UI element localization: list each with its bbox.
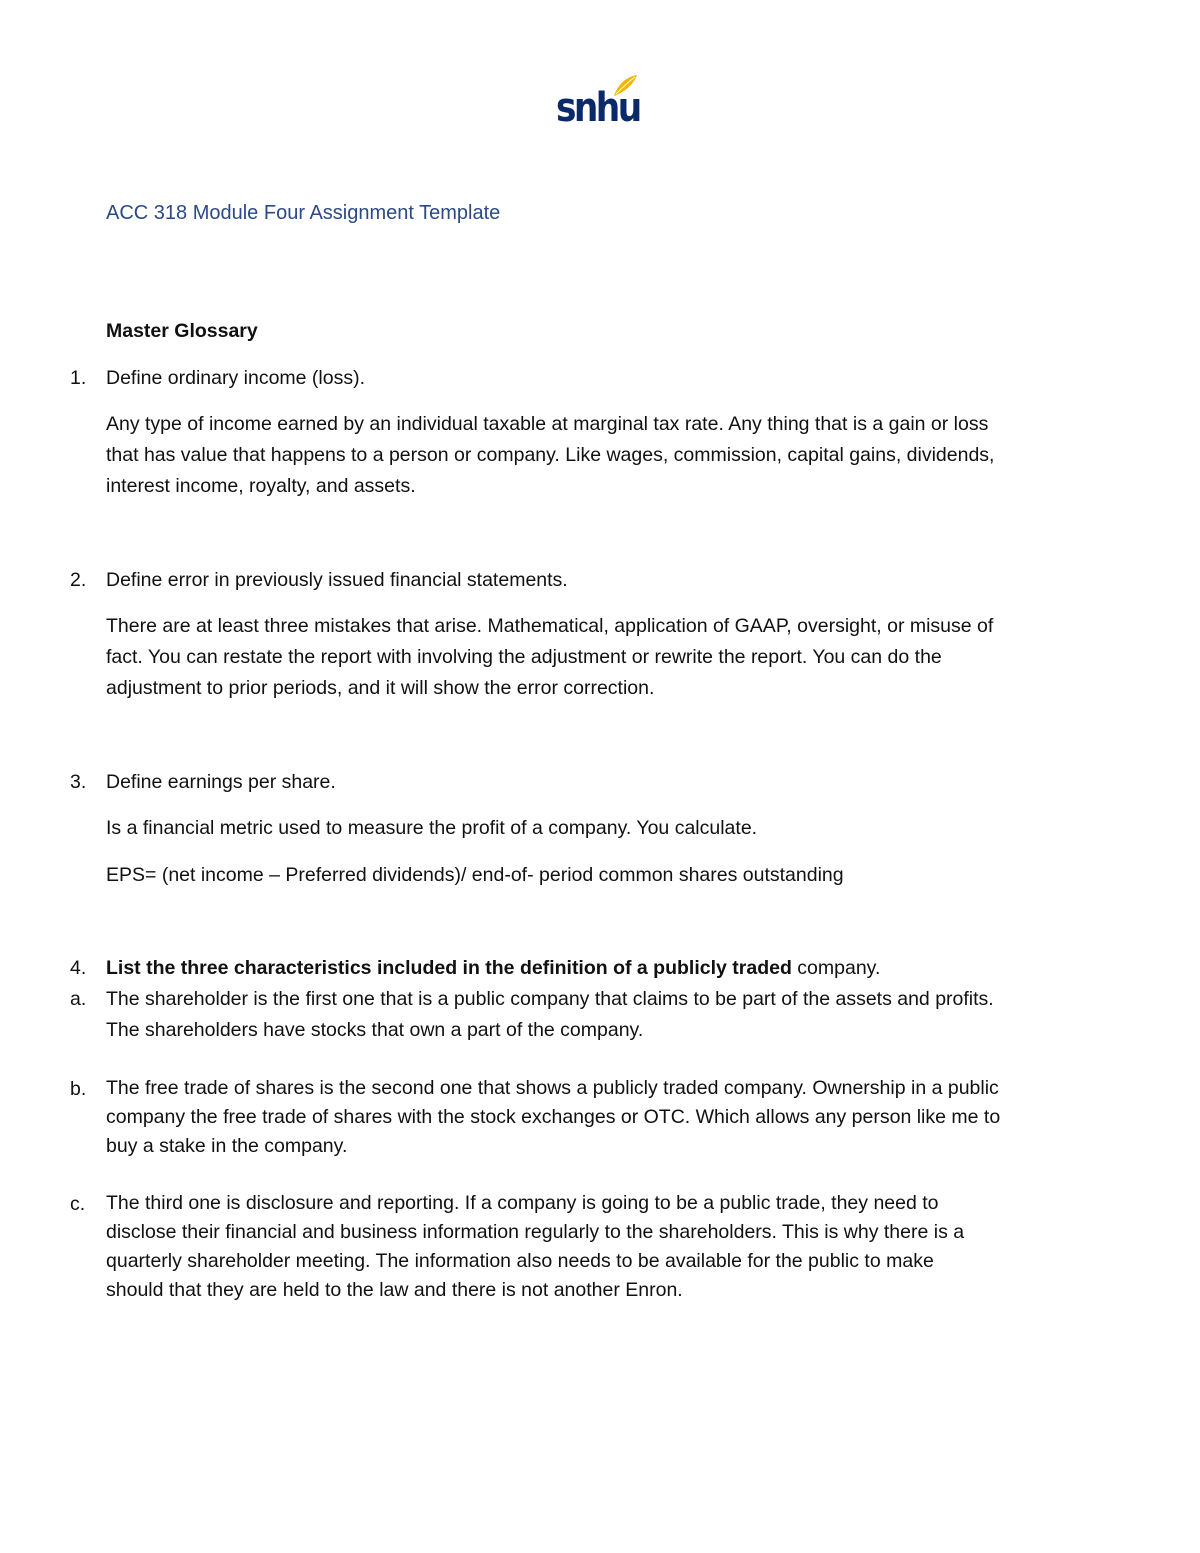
item-line: The third one is disclosure and reporting. If a company is going to be a public trade, they need to — [106, 1192, 939, 1214]
answer-line: interest income, royalty, and assets. — [106, 475, 416, 497]
question-2-number: 2. — [70, 569, 87, 591]
item-b-letter: b. — [70, 1078, 87, 1100]
snhu-logo — [556, 74, 640, 132]
logo-wordmark: snhu — [556, 85, 640, 131]
answer-line: that has value that happens to a person or company. Like wages, commission, capital gains, dividends, — [106, 444, 995, 466]
question-2-text: Define error in previously issued financial statements. — [106, 569, 568, 591]
question-1-number: 1. — [70, 367, 87, 389]
item-line: The shareholders have stocks that own a part of the company. — [106, 1019, 644, 1041]
answer-line: fact. You can restate the report with involving the adjustment or rewrite the report. You can do the — [106, 646, 942, 668]
eps-formula: EPS= (net income – Preferred dividends)/ end-of- period common shares outstanding — [106, 864, 844, 886]
question-1-answer — [106, 409, 1106, 502]
document-title: ACC 318 Module Four Assignment Template — [106, 202, 501, 224]
answer-line: There are at least three mistakes that arise. Mathematical, application of GAAP, oversight, or misuse of — [106, 615, 994, 637]
question-1-text: Define ordinary income (loss). — [106, 367, 366, 389]
question-4-text — [106, 953, 1106, 983]
item-line: disclose their financial and business information regularly to the shareholders. This is why there is a — [106, 1221, 965, 1243]
item-a-text — [106, 984, 1106, 1046]
question-4-number: 4. — [70, 957, 87, 979]
item-line: The free trade of shares is the second one that shows a publicly traded company. Ownership in a public — [106, 1077, 999, 1099]
item-line: The shareholder is the first one that is a public company that claims to be part of the assets and profits. — [106, 988, 994, 1010]
answer-line: adjustment to prior periods, and it will show the error correction. — [106, 677, 655, 699]
question-3-number: 3. — [70, 771, 87, 793]
question-2-answer — [106, 611, 1106, 704]
item-c-text — [106, 1189, 1106, 1305]
question-4-bold-text: List the three characteristics included in the definition of a publicly traded — [106, 957, 792, 979]
item-c-letter: c. — [70, 1193, 86, 1215]
question-4-rest-text: company. — [791, 957, 881, 979]
item-line: company the free trade of shares with the stock exchanges or OTC. Which allows any person like me to — [106, 1106, 1001, 1128]
item-line: quarterly shareholder meeting. The information also needs to be available for the public to make — [106, 1250, 934, 1272]
item-b-text — [106, 1074, 1106, 1161]
item-a-letter: a. — [70, 988, 87, 1010]
item-line: buy a stake in the company. — [106, 1135, 348, 1157]
question-3-text: Define earnings per share. — [106, 771, 336, 793]
question-3-answer-line-1: Is a financial metric used to measure the profit of a company. You calculate. — [106, 817, 758, 839]
section-heading: Master Glossary — [106, 320, 258, 342]
answer-line: Any type of income earned by an individual taxable at marginal tax rate. Any thing that is a gain or loss — [106, 413, 989, 435]
item-line: should that they are held to the law and there is not another Enron. — [106, 1279, 683, 1301]
